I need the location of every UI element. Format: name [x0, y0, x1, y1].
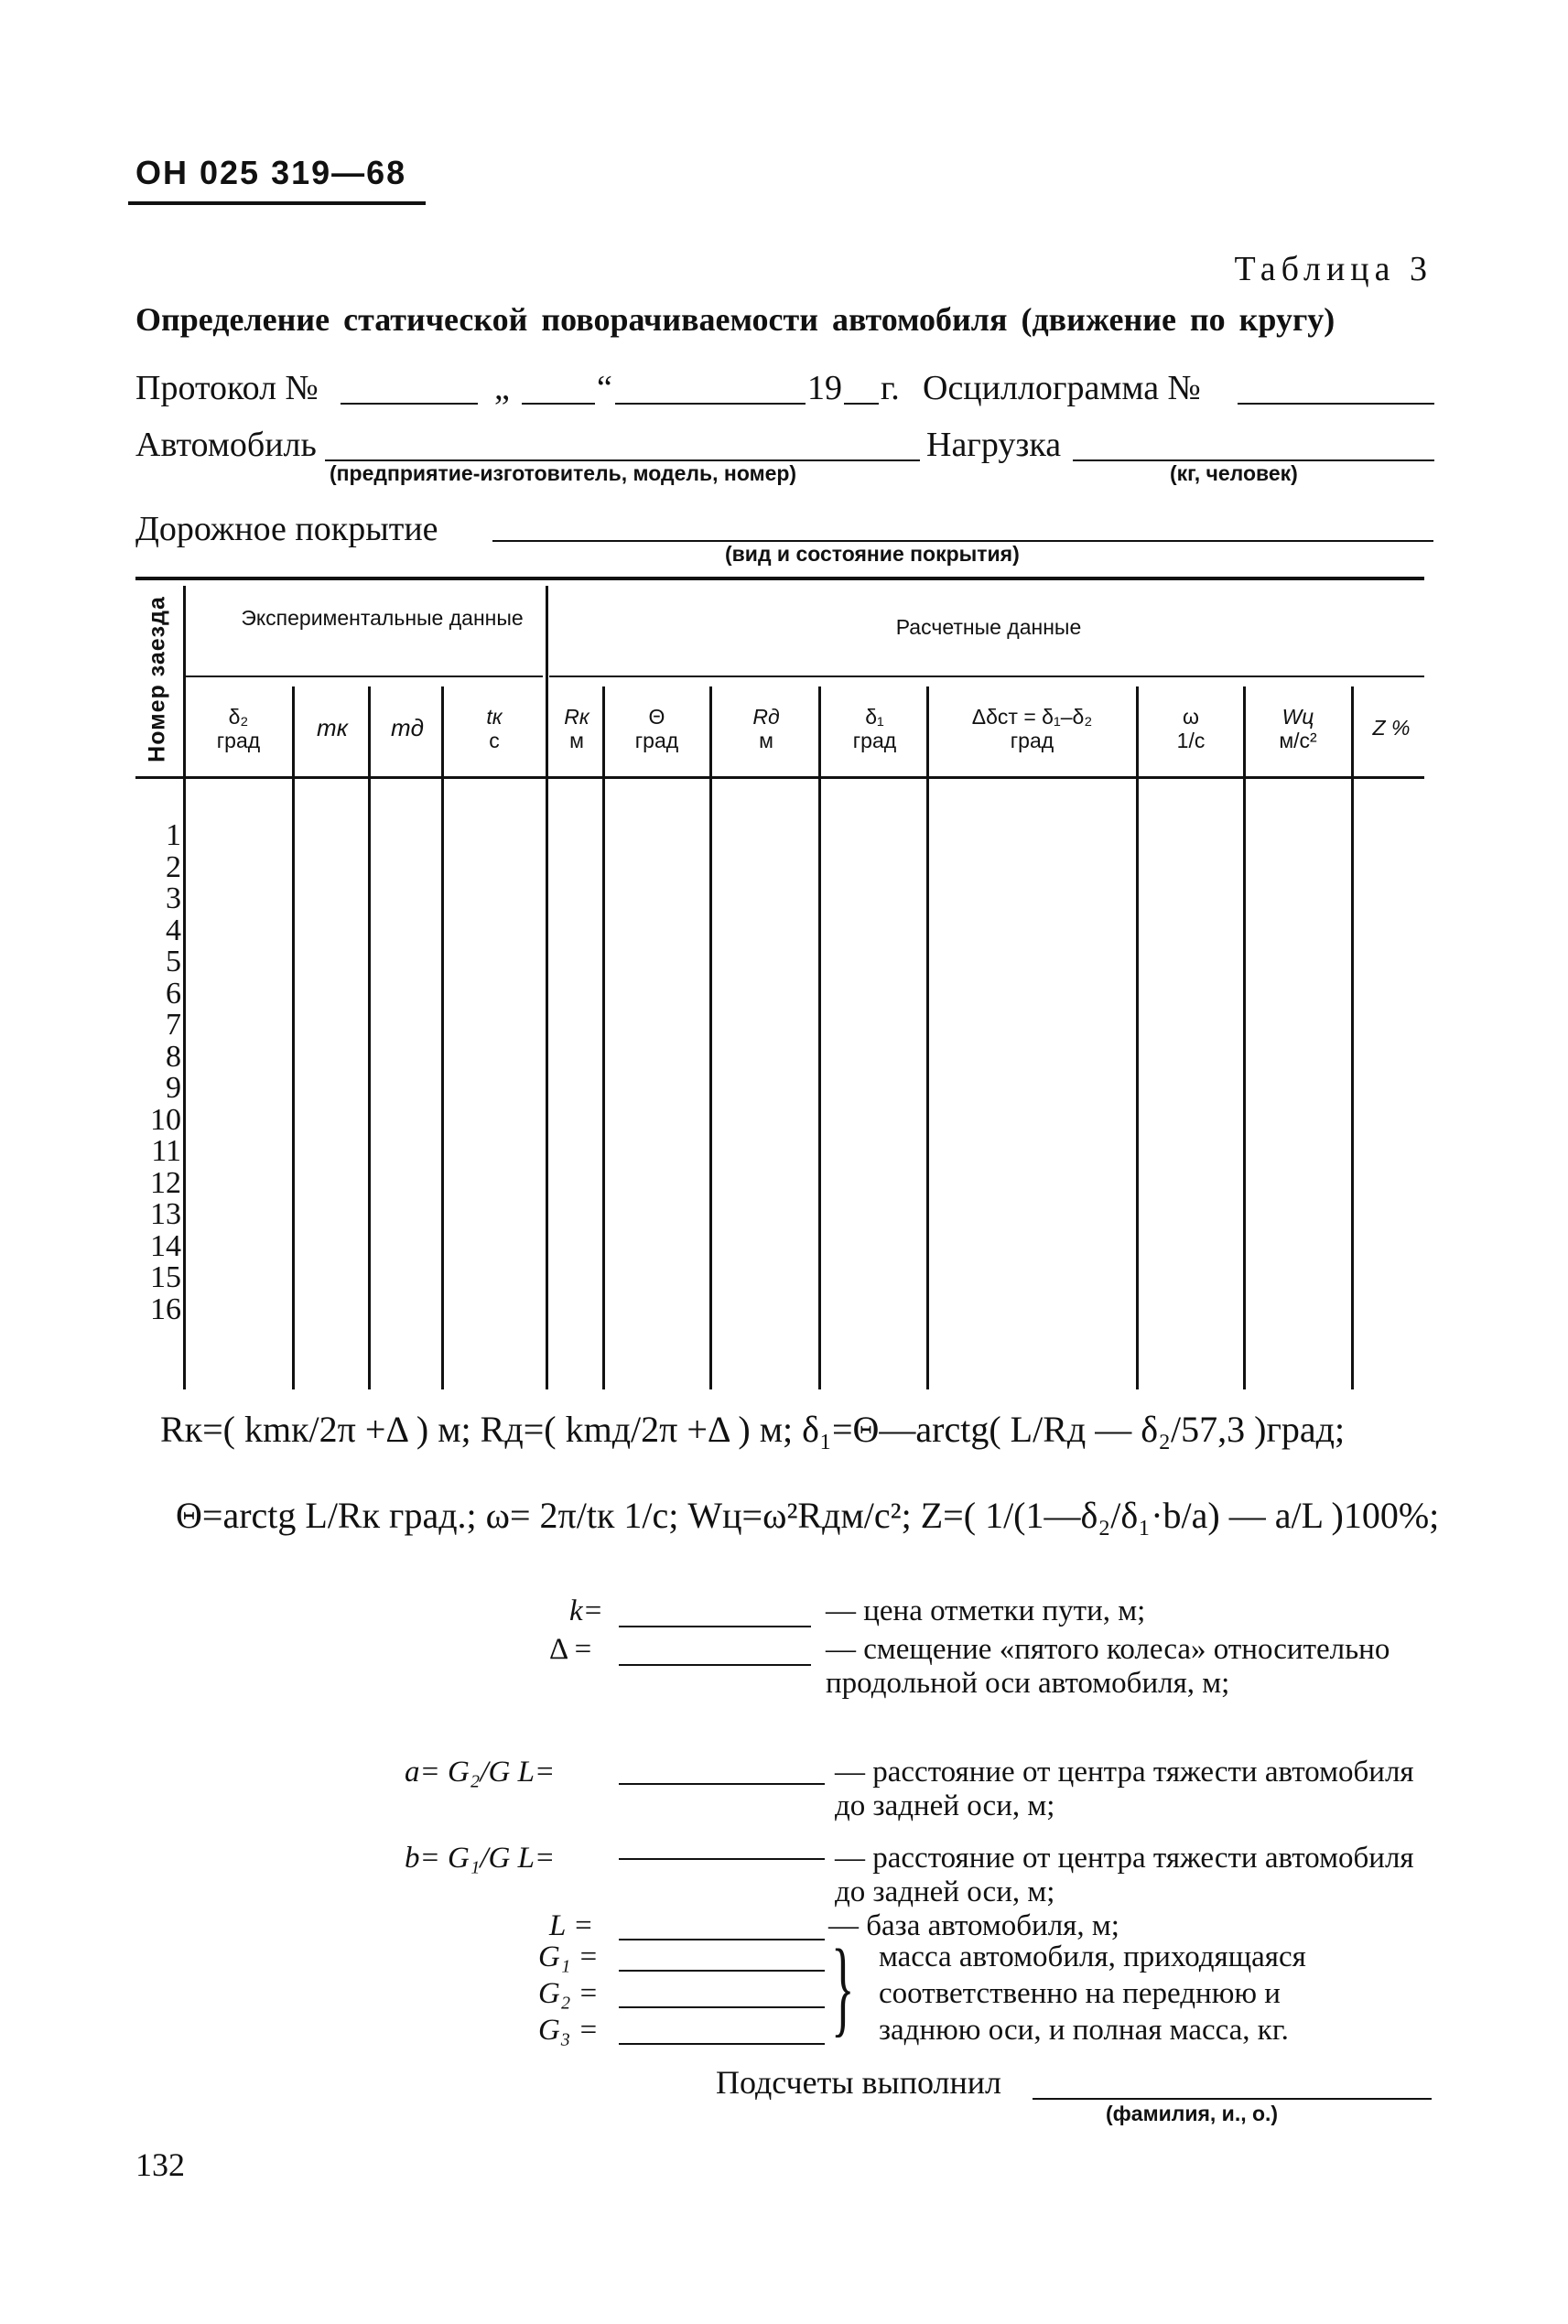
col-unit: с [489, 729, 500, 752]
load-caption: (кг, человек) [1170, 461, 1298, 485]
col-divider [1243, 686, 1246, 1389]
row-number: 1 [166, 818, 181, 852]
mass-text-2: соответственно на переднюю и [879, 1977, 1281, 2010]
col-name: tк [486, 705, 503, 729]
legend-b-text: — расстояние от центра тяжести автомобиля до задней оси, м; [835, 1842, 1414, 1908]
row-number: 3 [166, 881, 181, 915]
col-unit: град [1010, 729, 1054, 752]
mass-brace: } [831, 1927, 855, 2047]
row-number: 13 [150, 1197, 181, 1231]
header-rule [128, 201, 426, 205]
legend-l-symbol: L = [549, 1909, 594, 1942]
legend-k-symbol: k= [569, 1594, 603, 1627]
experimental-group-header: Экспериментальные данные [241, 606, 524, 630]
oscillogram-number-field[interactable] [1238, 403, 1434, 405]
col-header-delta2 [186, 705, 291, 752]
row-number: 4 [166, 913, 181, 947]
legend-l-field[interactable] [619, 1939, 825, 1940]
col-unit: м [569, 729, 584, 752]
row-number: 9 [166, 1071, 181, 1105]
row-number: 10 [150, 1102, 181, 1137]
row-number: 2 [166, 849, 181, 884]
mass-g2-symbol: G₂ = [538, 1977, 599, 2010]
oscillogram-label: Осциллограмма № [923, 369, 1201, 407]
signature-field[interactable] [1033, 2098, 1432, 2100]
mass-g1-field[interactable] [619, 1970, 825, 1972]
col-divider [709, 686, 712, 1389]
formula-line-2: Θ=arctg L/Rк град.; ω= 2π/tк 1/с; Wц=ω²Rдм/с²; Z=( 1/(1—δ₂/δ₁·b/a) — a/L )100%; [176, 1495, 1440, 1536]
year-suffix: г. [881, 369, 900, 407]
col-unit: м/с² [1279, 729, 1317, 752]
legend-b-field[interactable] [619, 1858, 825, 1860]
col-header-wc [1247, 705, 1349, 752]
road-caption: (вид и состояние покрытия) [725, 542, 1020, 566]
table-header-rule [135, 776, 1424, 779]
col-divider [818, 686, 821, 1389]
page-title: Определение статической поворачиваемости автомобиля (движение по кругу) [135, 301, 1336, 338]
row-number-header: Номер заезда [144, 596, 170, 762]
table-top-rule [135, 577, 1424, 580]
col-divider [1351, 686, 1354, 1389]
col-header-tk [444, 705, 545, 752]
legend-a-field[interactable] [619, 1783, 825, 1785]
col-header-delta-st [929, 705, 1135, 752]
calculated-group-rule [549, 676, 1424, 677]
col-unit: 1/с [1176, 729, 1206, 752]
row-number: 11 [151, 1134, 181, 1168]
mass-g1-symbol: G₁ = [538, 1940, 599, 1973]
col-name: Wц [1281, 705, 1314, 729]
col-name: Θ [648, 705, 665, 729]
row-number: 12 [150, 1165, 181, 1200]
row-number: 5 [166, 945, 181, 978]
experimental-group-rule [186, 676, 543, 677]
col-header-md: mд [390, 714, 425, 741]
col-header-rd [712, 705, 820, 752]
col-header-mk: mк [317, 714, 348, 741]
protocol-number-field[interactable] [341, 403, 478, 405]
quote-open: „ [494, 369, 510, 407]
table-label: Таблица 3 [1234, 250, 1433, 288]
signature-caption: (фамилия, и., о.) [1106, 2102, 1279, 2125]
col-header-delta1 [822, 705, 927, 752]
col-divider [546, 586, 548, 1389]
year-prefix: 19 [807, 369, 842, 407]
car-label: Автомобиль [135, 426, 317, 464]
col-divider [368, 686, 371, 1389]
mass-g2-field[interactable] [619, 2006, 825, 2008]
col-name: Rк [564, 705, 589, 729]
col-divider [183, 586, 186, 1389]
col-header-rk [549, 705, 604, 752]
row-number: 6 [166, 976, 181, 1011]
road-label: Дорожное покрытие [135, 510, 438, 548]
col-divider [926, 686, 929, 1389]
legend-k-text: — цена отметки пути, м; [826, 1594, 1146, 1627]
mass-g3-symbol: G₃ = [538, 2014, 599, 2047]
col-name: Rд [752, 705, 780, 729]
mass-text-3: заднюю оси, и полная масса, кг. [879, 2014, 1289, 2047]
row-number: 15 [150, 1260, 181, 1294]
col-divider [602, 686, 605, 1389]
protocol-day-field[interactable] [522, 403, 595, 405]
mass-text-1: масса автомобиля, приходящаяся [879, 1940, 1306, 1973]
col-unit: град [634, 729, 679, 752]
col-divider [441, 686, 444, 1389]
col-divider [1136, 686, 1139, 1389]
col-name: δ₂ [228, 705, 249, 729]
legend-delta-symbol: Δ = [549, 1633, 592, 1666]
page-number: 132 [135, 2146, 185, 2183]
protocol-month-field[interactable] [615, 403, 806, 405]
col-unit: град [216, 729, 261, 752]
col-unit: м [759, 729, 773, 752]
legend-delta-field[interactable] [619, 1664, 811, 1666]
col-divider [292, 686, 295, 1389]
row-number: 7 [166, 1008, 181, 1042]
mass-g3-field[interactable] [619, 2043, 825, 2045]
legend-k-field[interactable] [619, 1626, 811, 1627]
col-header-theta [604, 705, 709, 752]
car-caption: (предприятие-изготовитель, модель, номер) [330, 461, 797, 485]
col-header-omega [1140, 705, 1242, 752]
col-name: Δδст = δ₁–δ₂ [971, 705, 1093, 729]
protocol-year-field[interactable] [844, 403, 879, 405]
legend-l-text: — база автомобиля, м; [828, 1909, 1119, 1942]
row-number: 8 [166, 1039, 181, 1074]
protocol-label: Протокол № [135, 369, 319, 407]
formula-line-1: Rк=( kmк/2π +Δ ) м; Rд=( kmд/2π +Δ ) м; δ₁=Θ—arctg( L/Rд — δ₂/57,3 )град; [160, 1409, 1346, 1450]
legend-b-symbol: b= G₁/G L= [405, 1842, 556, 1875]
col-header-z: Z % [1372, 716, 1411, 740]
calculated-group-header: Расчетные данные [895, 615, 1082, 639]
signature-label: Подсчеты выполнил [716, 2064, 1001, 2101]
col-name: ω [1183, 705, 1199, 729]
document-code: ОН 025 319—68 [135, 154, 407, 191]
col-unit: град [852, 729, 897, 752]
legend-a-symbol: a= G₂/G L= [405, 1756, 556, 1789]
quote-close: “ [597, 369, 612, 407]
row-number: 16 [150, 1292, 181, 1326]
legend-a-text: — расстояние от центра тяжести автомобиля до задней оси, м; [835, 1756, 1414, 1822]
load-label: Нагрузка [926, 426, 1062, 464]
legend-delta-text: — смещение «пятого колеса» относительно продольной оси автомобиля, м; [826, 1633, 1390, 1700]
col-name: δ₁ [865, 705, 884, 729]
row-number: 14 [150, 1228, 181, 1263]
